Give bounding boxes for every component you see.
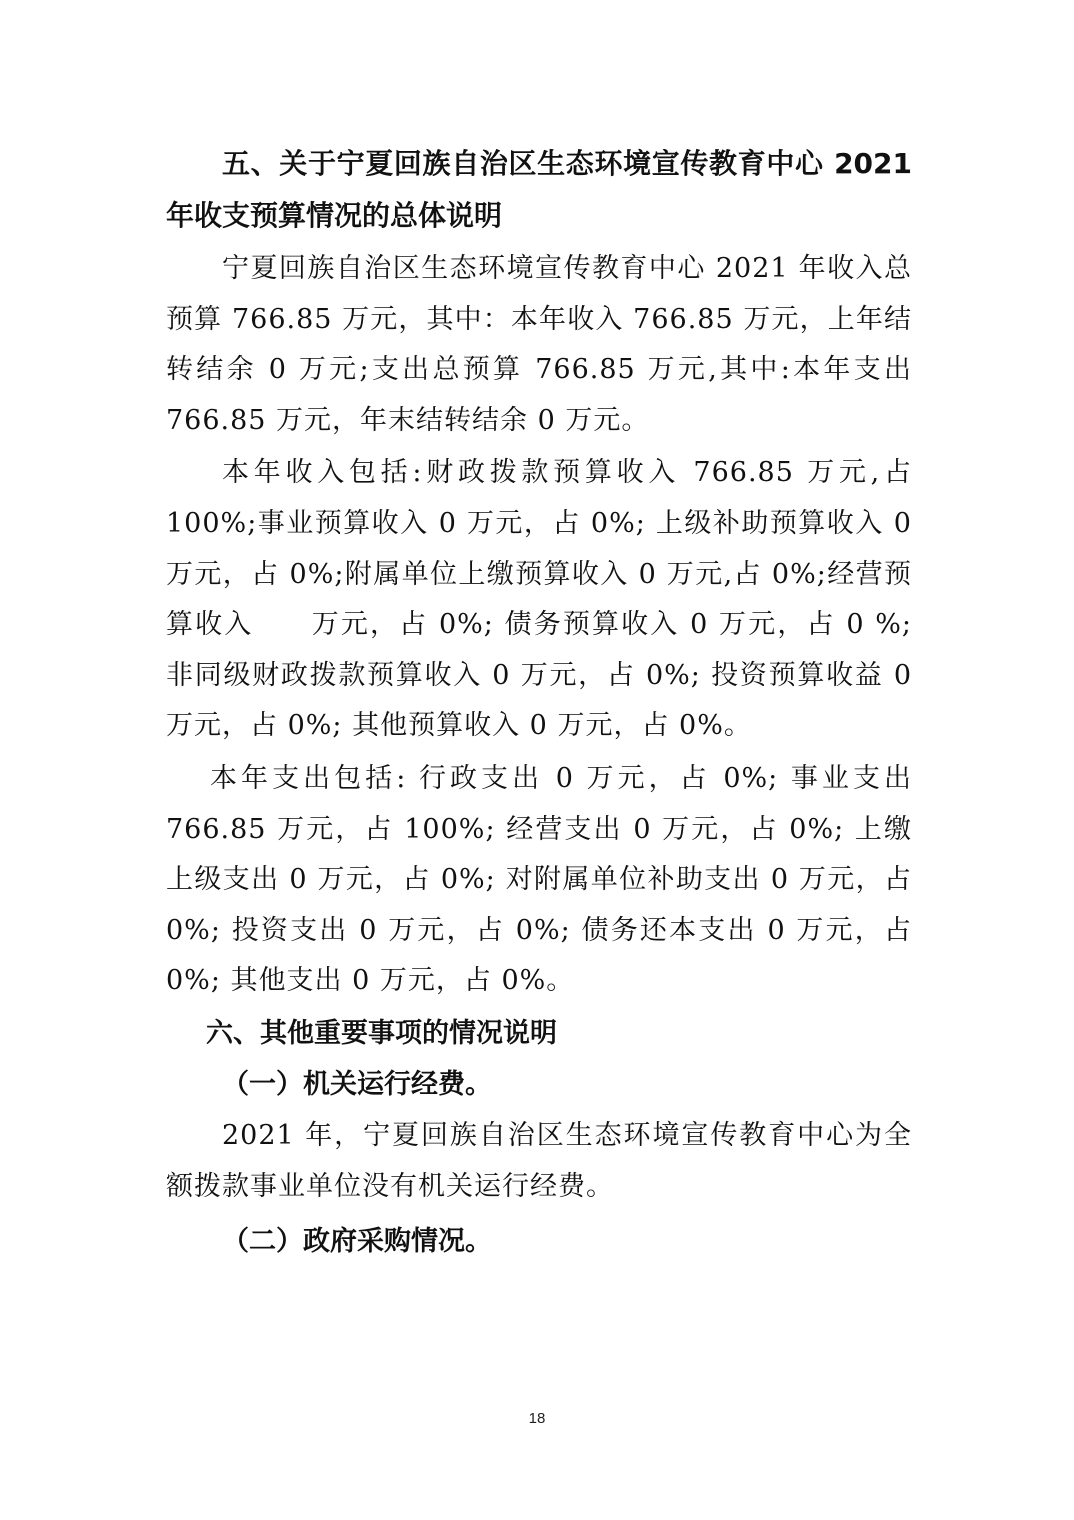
section-6-sub-2-heading: （二）政府采购情况。 <box>222 1226 492 1258</box>
section-5-paragraph-expenditure: 本年支出包括: 行政支出 0 万元，占 0%; 事业支出 766.85 万元，占 100%; 经营支出 0 万元，占 0%; 上缴上级支出 0 万元，占 0%; 对附属单位补助支出 0 万元，占 0%; 投资支出 0 万元，占 0%; 债务还本支出 0 万元，占 0%; 其他支出 0 万元，占 0%。 <box>166 762 912 997</box>
section-6-sub-1-heading: （一）机关运行经费。 <box>222 1068 492 1100</box>
section-5-paragraph-income: 本年收入包括:财政拨款预算收入 766.85 万元,占 100%;事业预算收入 0 万元，占 0%; 上级补助预算收入 0 万元，占 0%;附属单位上缴预算收入 0 万元,占 0%;经营预算收入 万元，占 0%; 债务预算收入 0 万元，占 0 %; 非同级财政拨款预算收入 0 万元，占 0%; 投资预算收益 0 万元，占 0%; 其他预算收入 0 万元，占 0%。 <box>166 457 912 742</box>
section-6-sub-1-paragraph: 2021 年，宁夏回族自治区生态环境宣传教育中心为全额拨款事业单位没有机关运行经费。 <box>166 1119 912 1202</box>
section-6-heading: 六、其他重要事项的情况说明 <box>206 1017 557 1049</box>
page-content <box>166 138 912 1268</box>
section-5-heading: 五、关于宁夏回族自治区生态环境宣传教育中心 2021 年收支预算情况的总体说明 <box>166 147 912 232</box>
section-5-paragraph-overview: 宁夏回族自治区生态环境宣传教育中心 2021 年收入总预算 766.85 万元，其中：本年收入 766.85 万元，上年结转结余 0 万元;支出总预算 766.85 万元,其中:本年支出 766.85 万元，年末结转结余 0 万元。 <box>166 253 912 436</box>
page-number: 18 <box>528 1410 546 1427</box>
